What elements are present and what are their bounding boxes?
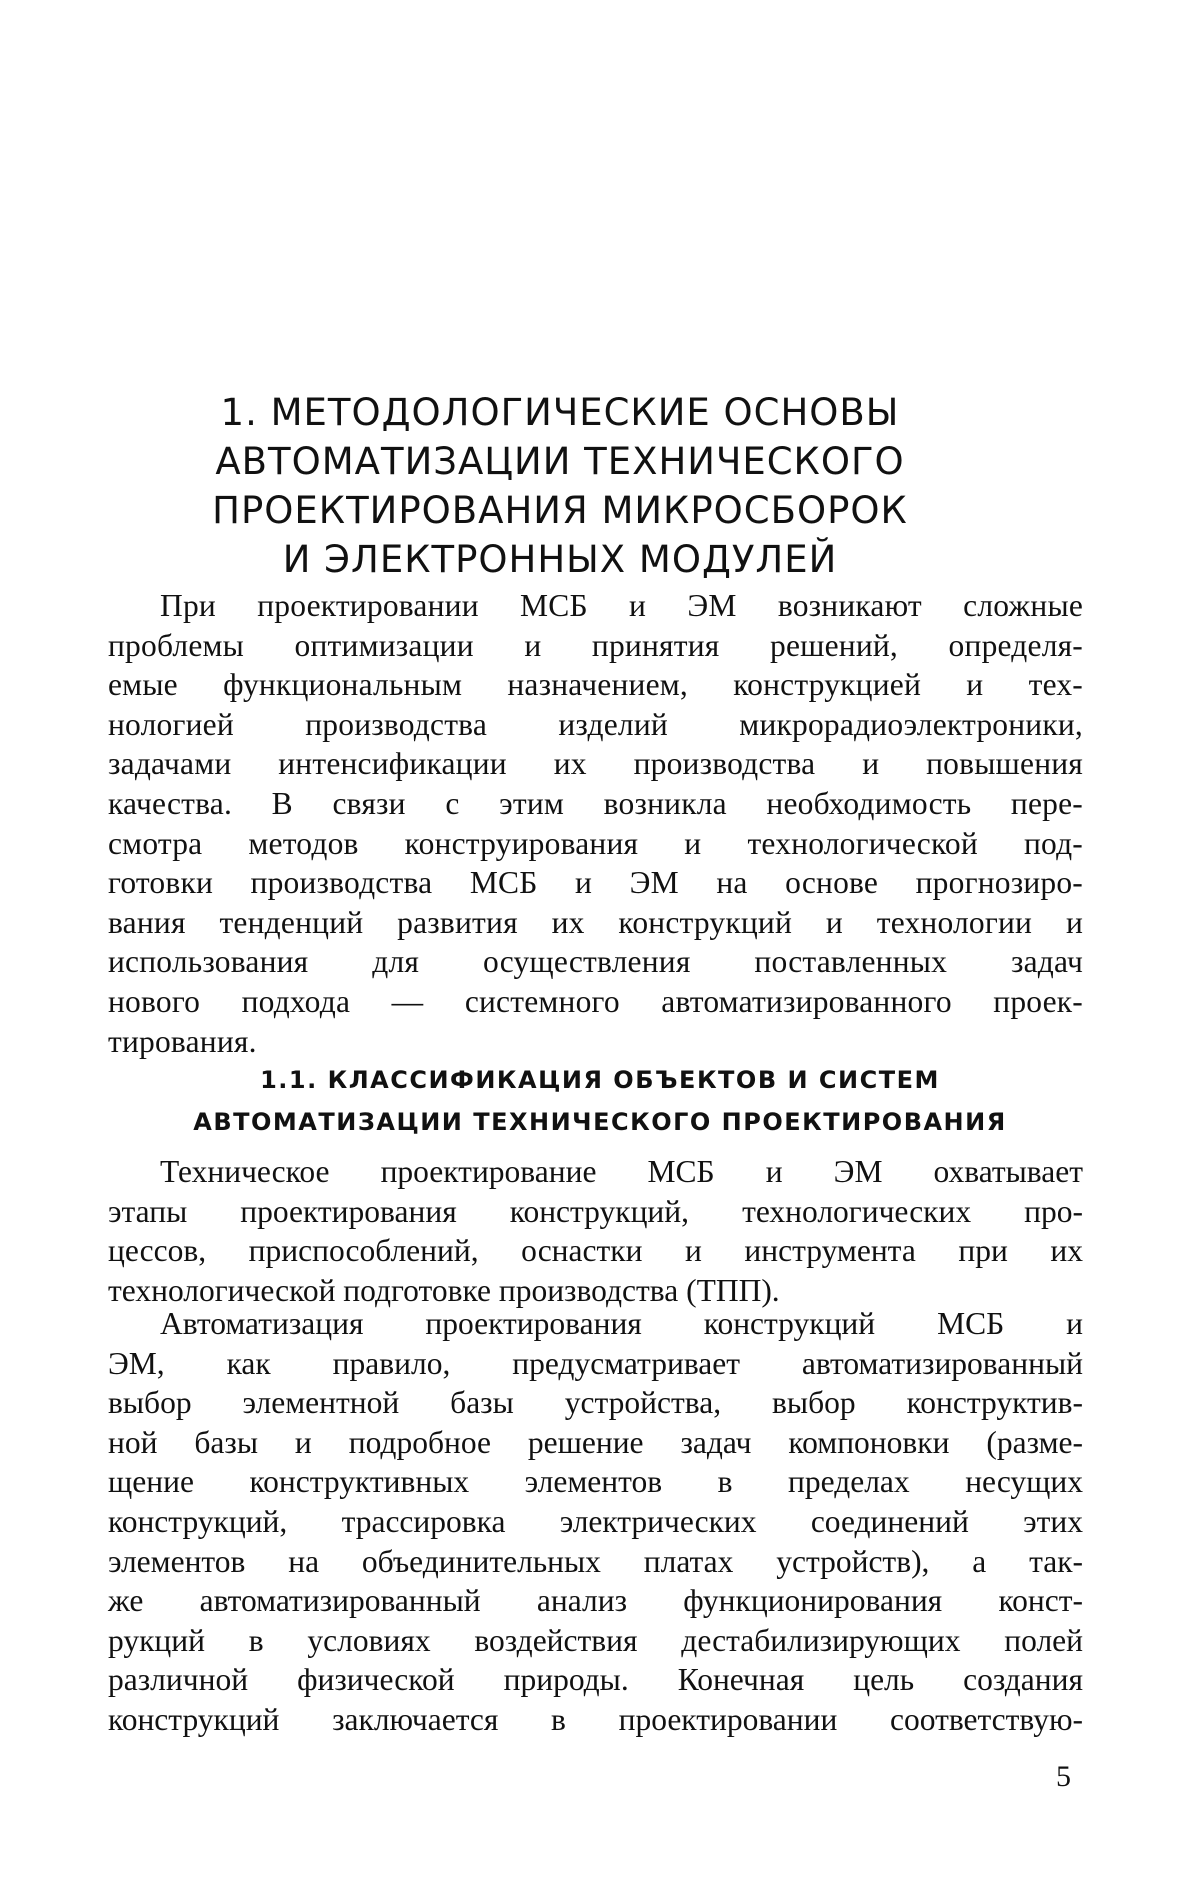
text-line: этапы проектирования конструкций, технологических про-	[108, 1192, 1083, 1232]
intro-paragraph	[108, 586, 1083, 1061]
chapter-title-line: ПРОЕКТИРОВАНИЯ МИКРОСБОРОК	[180, 486, 940, 535]
text-line: нологией производства изделий микрорадиоэлектроники,	[108, 705, 1083, 745]
page-number: 5	[1056, 1760, 1071, 1794]
text-line: же автоматизированный анализ функционирования конст-	[108, 1581, 1083, 1621]
text-line: цессов, приспособлений, оснастки и инструмента при их	[108, 1231, 1083, 1271]
text-line: готовки производства МСБ и ЭМ на основе прогнозиро-	[108, 863, 1083, 903]
text-line: задачами интенсификации их производства и повышения	[108, 744, 1083, 784]
section-paragraph-2	[108, 1304, 1083, 1740]
text-line: проблемы оптимизации и принятия решений, определя-	[108, 626, 1083, 666]
book-page	[0, 0, 1200, 1880]
text-line: ЭМ, как правило, предусматривает автоматизированный	[108, 1344, 1083, 1384]
text-line: смотра методов конструирования и технологической под-	[108, 824, 1083, 864]
text-line: Техническое проектирование МСБ и ЭМ охватывает	[108, 1152, 1083, 1192]
section-title-line: АВТОМАТИЗАЦИИ ТЕХНИЧЕСКОГО ПРОЕКТИРОВАНИЯ	[120, 1101, 1080, 1143]
text-line: Автоматизация проектирования конструкций МСБ и	[108, 1304, 1083, 1344]
section-title-line: 1.1. КЛАССИФИКАЦИЯ ОБЪЕКТОВ И СИСТЕМ	[120, 1059, 1080, 1101]
text-line: элементов на объединительных платах устройств), а так-	[108, 1542, 1083, 1582]
text-line: качества. В связи с этим возникла необходимость пере-	[108, 784, 1083, 824]
text-line: конструкций заключается в проектировании соответствую-	[108, 1700, 1083, 1740]
text-line: рукций в условиях воздействия дестабилизирующих полей	[108, 1621, 1083, 1661]
text-line: щение конструктивных элементов в пределах несущих	[108, 1462, 1083, 1502]
text-line: тирования.	[108, 1022, 1083, 1062]
text-line: ной базы и подробное решение задач компоновки (разме-	[108, 1423, 1083, 1463]
section-paragraph-1	[108, 1152, 1083, 1310]
chapter-title-line: 1. МЕТОДОЛОГИЧЕСКИЕ ОСНОВЫ	[180, 388, 940, 437]
chapter-title	[180, 388, 940, 584]
text-line: вания тенденций развития их конструкций и технологии и	[108, 903, 1083, 943]
text-line: использования для осуществления поставленных задач	[108, 942, 1083, 982]
text-line: При проектировании МСБ и ЭМ возникают сложные	[108, 586, 1083, 626]
chapter-title-line: АВТОМАТИЗАЦИИ ТЕХНИЧЕСКОГО	[180, 437, 940, 486]
text-line: различной физической природы. Конечная цель создания	[108, 1660, 1083, 1700]
text-line: нового подхода — системного автоматизированного проек-	[108, 982, 1083, 1022]
section-title	[120, 1059, 1080, 1143]
text-line: выбор элементной базы устройства, выбор конструктив-	[108, 1383, 1083, 1423]
text-line: конструкций, трассировка электрических соединений этих	[108, 1502, 1083, 1542]
text-line: технологической подготовке производства (ТПП).	[108, 1271, 1083, 1311]
chapter-title-line: И ЭЛЕКТРОННЫХ МОДУЛЕЙ	[180, 535, 940, 584]
text-line: емые функциональным назначением, конструкцией и тех-	[108, 665, 1083, 705]
